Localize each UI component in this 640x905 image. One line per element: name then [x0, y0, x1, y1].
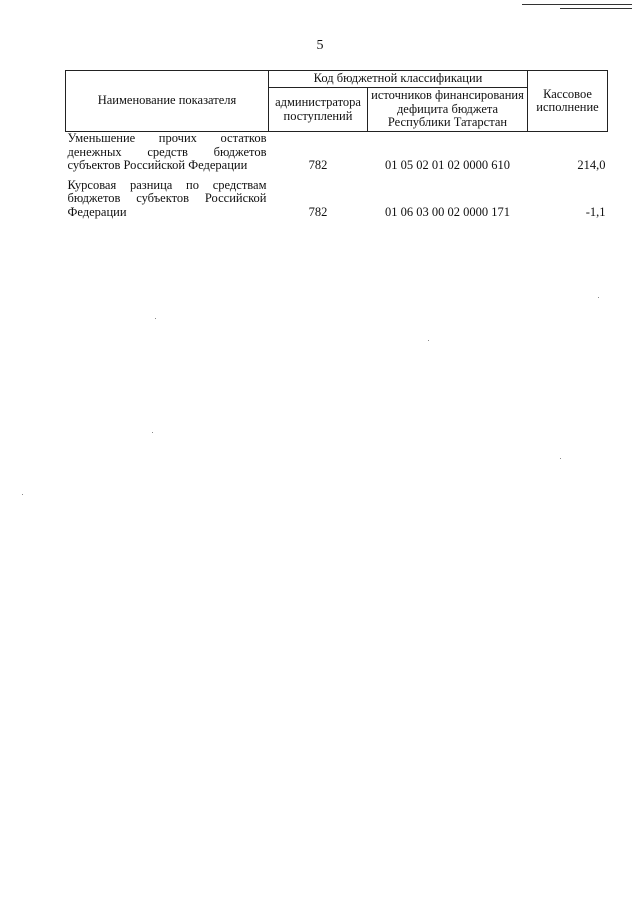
- scan-speck: [598, 297, 599, 298]
- scan-speck: [155, 318, 156, 319]
- row-indicator-name: Уменьшение прочих остатков денежных средств бюджетов субъектов Российской Федерации: [67, 131, 267, 172]
- scan-speck: [152, 432, 153, 433]
- scan-speck: [428, 340, 429, 341]
- row-source-code: 01 06 03 00 02 0000 171: [385, 204, 510, 219]
- row-administrator-code: 782: [308, 158, 328, 172]
- scan-speck: [560, 458, 561, 459]
- row-execution-value: -1,1: [585, 204, 606, 219]
- header-classification-code: Код бюджетной классификации: [269, 71, 528, 88]
- table-row: [66, 179, 608, 220]
- row-execution-value: 214,0: [577, 158, 606, 172]
- header-cash-execution: Кассовое исполнение: [528, 71, 608, 132]
- table-row: [66, 132, 608, 173]
- report-table: [65, 70, 608, 219]
- row-indicator-name: Курсовая разница по средствам бюджетов субъектов Российской Федерации: [67, 177, 267, 219]
- scan-speck: [22, 494, 23, 495]
- top-edge-rule-short: [560, 8, 632, 9]
- row-source-code: 01 05 02 01 02 0000 610: [385, 158, 510, 172]
- page-number: 5: [316, 38, 324, 53]
- header-financing-source: источников финансирования дефицита бюджета Республики Татарстан: [368, 88, 528, 132]
- row-administrator-code: 782: [308, 204, 328, 219]
- header-indicator-name: Наименование показателя: [66, 71, 269, 132]
- header-administrator: администратора поступлений: [269, 88, 368, 132]
- top-edge-rule: [522, 4, 632, 5]
